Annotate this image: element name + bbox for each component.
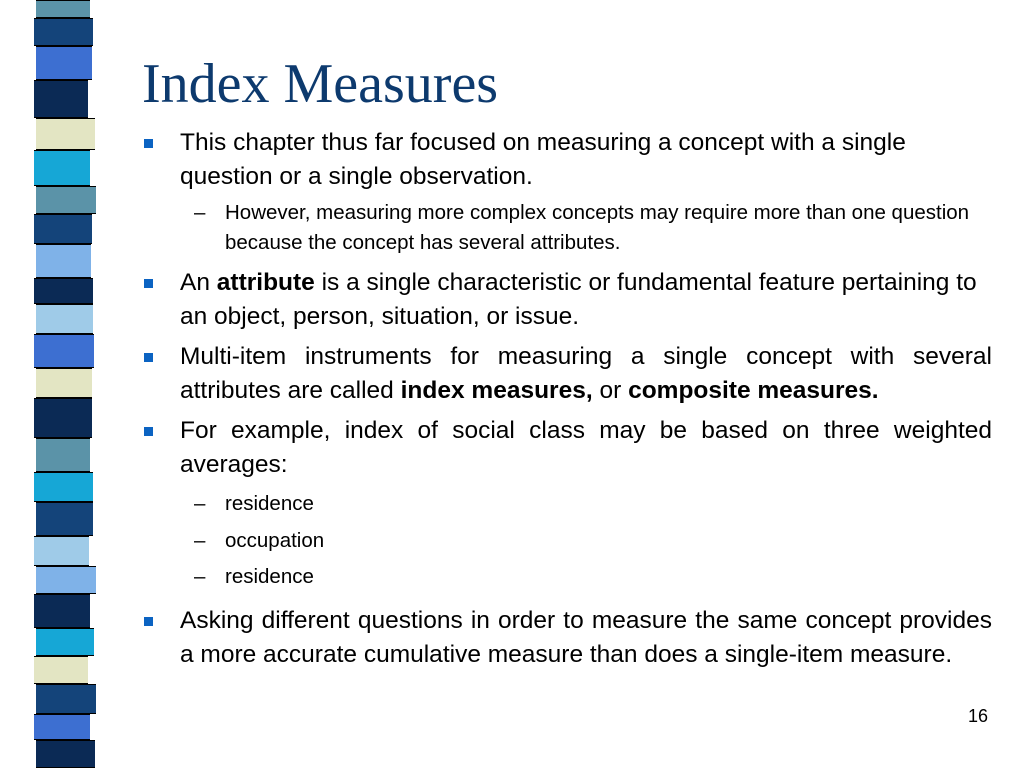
decorative-stripe [36,566,96,594]
bullet-bold-term: composite measures. [628,377,879,404]
bullet-text-before: An [180,269,217,296]
sub-list [142,486,992,596]
bullet-item [142,266,992,334]
decorative-stripe [36,118,95,150]
decorative-stripe [36,502,93,536]
decorative-stripe [34,594,90,628]
decorative-stripe [36,304,93,334]
square-bullet-icon [144,617,153,626]
decorative-stripe [36,438,90,472]
decorative-stripe [34,656,88,684]
decorative-stripe [34,214,92,244]
bullet-item [142,604,992,672]
bullet-text: This chapter thus far focused on measuring a concept with a single question or a single observation. [180,129,906,190]
decorative-stripe [34,472,93,502]
square-bullet-icon [144,427,153,436]
bullet-item [142,340,992,408]
sub-bullet-text: residence [225,565,314,588]
page-number: 16 [967,706,988,726]
slide-title: Index Measures [142,53,499,115]
bullet-text: Asking different questions in order to measure the same concept provides a more accurate cumulative measure than does a single-item measure. [180,606,992,668]
bullet-text-middle: or [592,377,629,404]
decorative-stripe [34,714,90,740]
bullet-bold-term: attribute [216,269,315,296]
sub-bullet-text: However, measuring more complex concepts may require more than one question because the concept has several attributes. [225,201,970,254]
sub-bullet-item [142,198,992,258]
bullet-bold-term: index measures, [400,377,593,404]
decorative-stripe [34,18,93,46]
decorative-stripe [34,334,94,368]
dash-bullet-icon: – [194,565,206,588]
sub-list [142,198,992,258]
decorative-stripe [34,150,90,186]
bullet-text-after: is a single characteristic or fundamental feature pertaining to an object, person, situation, or issue. [180,269,977,330]
sub-bullet-item [142,523,992,560]
bullet-text-before: Multi-item instruments for measuring a single concept with several attributes are called [180,343,992,404]
decorative-stripe [34,80,88,118]
sub-bullet-text: occupation [225,528,325,552]
decorative-stripe [36,684,96,714]
decorative-stripe [36,244,91,278]
decorative-stripe [36,628,94,656]
square-bullet-icon [144,139,153,148]
square-bullet-icon [144,353,153,362]
decorative-stripe [36,368,92,398]
sub-bullet-text: residence [225,492,314,515]
dash-bullet-icon: – [194,528,206,552]
slide-content [142,126,992,678]
decorative-stripe [36,46,92,80]
sub-bullet-item [142,559,992,596]
sub-bullet-item [142,486,992,523]
bullet-item [142,414,992,482]
decorative-stripe [34,278,93,304]
bullet-text: For example, index of social class may be based on three weighted averages: [180,417,992,478]
dash-bullet-icon: – [194,492,206,515]
dash-bullet-icon: – [194,201,206,224]
decorative-stripe [34,398,92,438]
decorative-stripe [34,536,89,566]
square-bullet-icon [144,279,153,288]
bullet-item [142,126,992,194]
decorative-stripe [36,0,90,18]
decorative-stripe [36,740,95,768]
decorative-stripe-bar [0,0,110,768]
decorative-stripe [36,186,96,214]
